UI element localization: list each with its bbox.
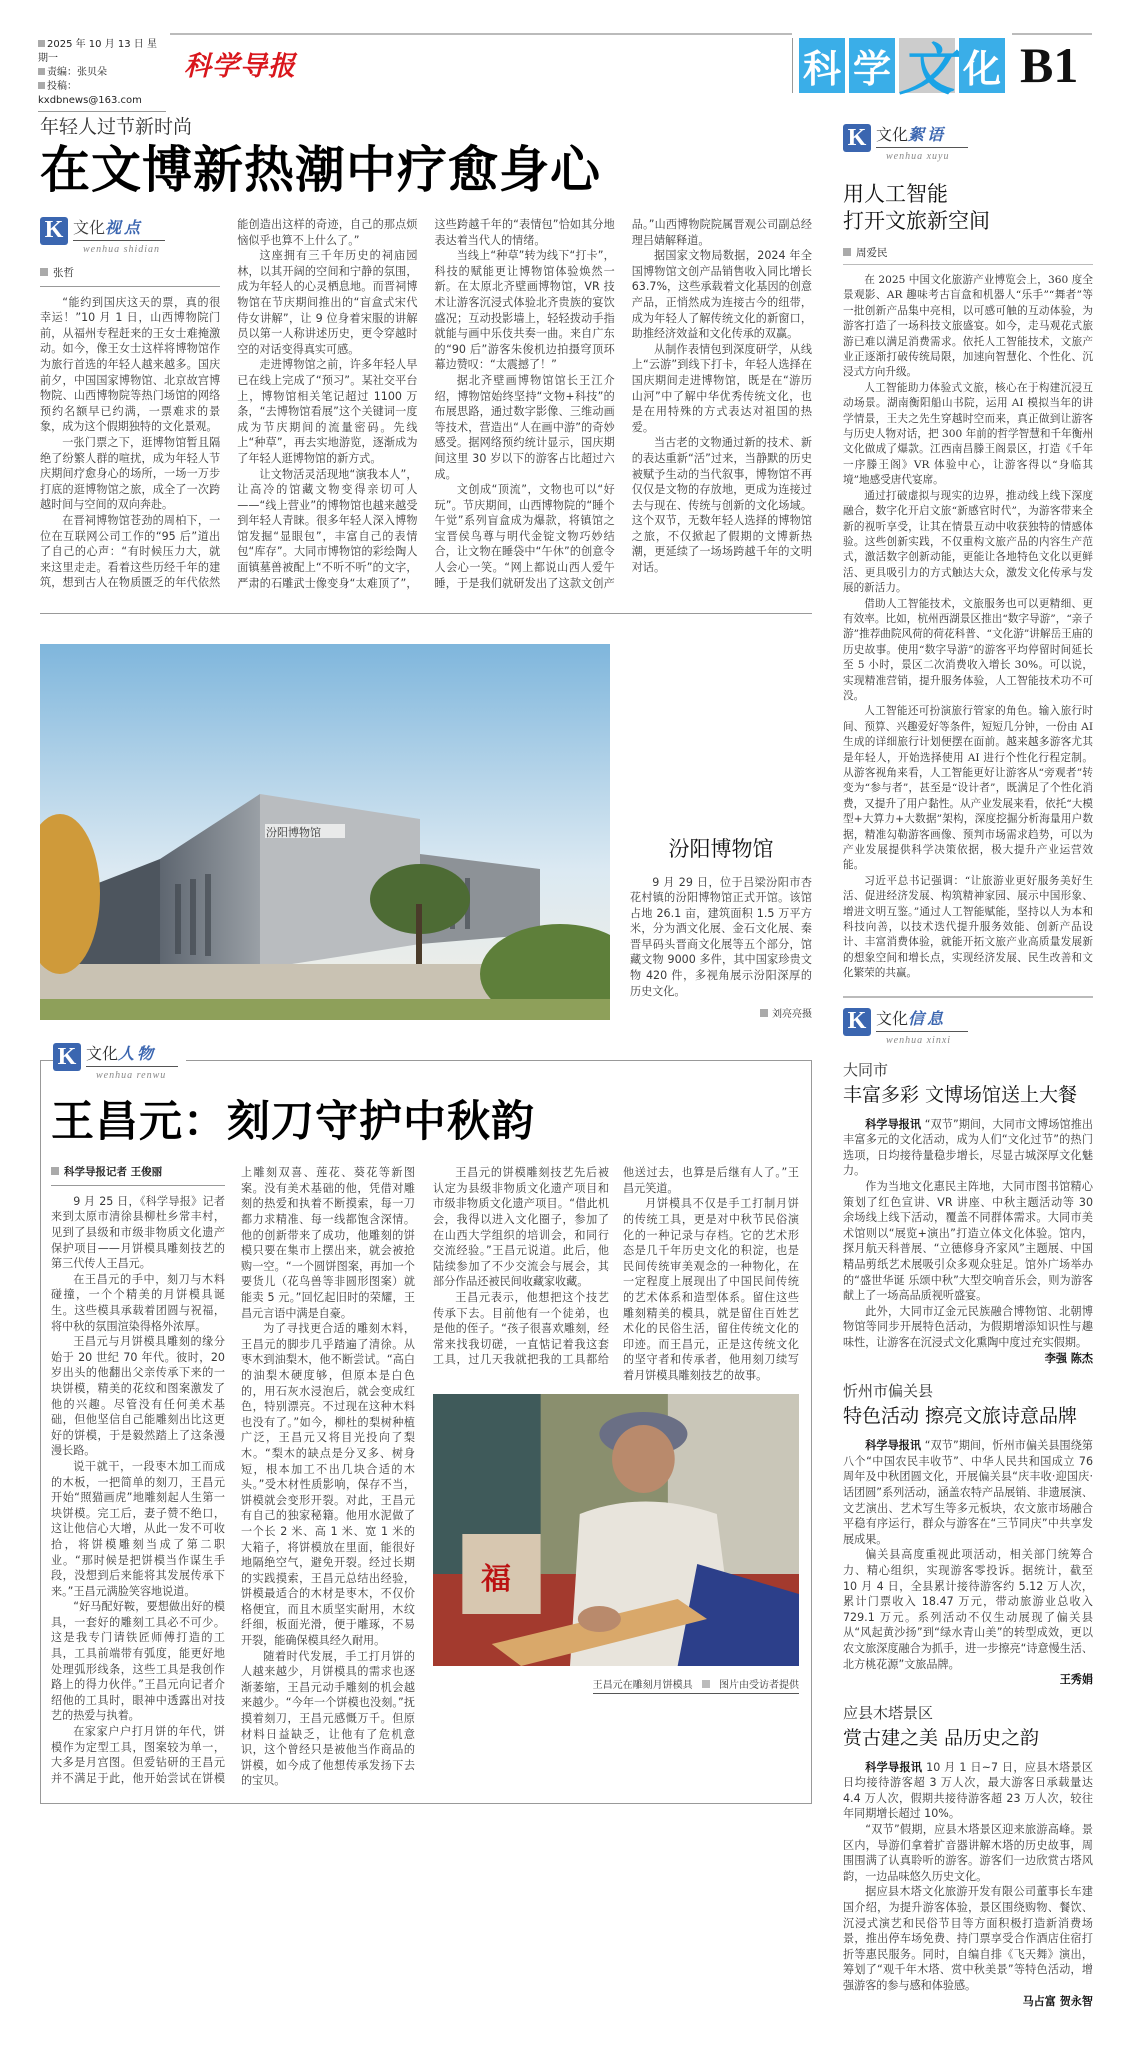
news-location: 忻州市偏关县 [843,1382,934,1401]
byline: 周爱民 [843,245,1093,265]
paragraph [843,1547,1093,1672]
page-number: B1 [1020,37,1079,93]
side-column [843,112,1093,2023]
divider [843,996,1093,998]
tag-pinyin: wenhua xinxi [886,1034,952,1046]
byline: 张哲 [40,266,220,287]
news-lead: 科学导报讯 [865,1760,923,1774]
paragraph: 在家家户户打月饼的年代，饼模作为定型工具，图案较为单一，大多是月宫图。但爱钻研的王昌元并不满足于此，他开始尝试在饼模上雕刻双喜、莲花、葵花等新图案。没有美术基础的他，凭借对雕刻的热爱和执着不断摸索，每一刀都力求精准、每一线都饱含深情。他的创新带来了成功，他雕刻的饼模只要在集市上摆出来，就会被抢购一空。“一个圆饼图案，再加一个要货儿（花鸟兽等非圆形图案）就能卖 5 元。”回忆起旧时的荣耀，王昌元言语中满是自豪。 [51,1166,415,1785]
k-logo-icon: K [843,124,871,152]
newspaper-logo: 科学导报 [184,51,296,82]
credit-text: 刘亮亮摄 [772,1009,812,1021]
paragraph [843,1179,1093,1304]
k-logo-icon: K [843,1008,871,1036]
lead-article-body [40,217,812,591]
submission-email: 投稿：kxdbnews@163.com [38,80,166,108]
fu-mark: 福 [481,1561,511,1597]
paragraph: 人工智能还可扮演旅行管家的角色。输入旅行时间、预算、兴趣爱好等条件，短短几分钟，一份由 AI 生成的详细旅行计划便摆在面前。越来越多游客尤其是年轻人，开始选择使用 AI 进行个性化行程定制。从游客视角来看，人工智能更好让游客从“旁观者”转变为“参与者”，甚至是“设计者”，既满足了个性化消费，又提升了用户黏性。从产业发展来看，依托“大模型+大算力+大数据”架构，深度挖掘分析海量用户数据，精准勾勒游客画像、预判市场需求趋势，可以为产业发展提供科学决策依据，极大提升产业运营效能。 [843,705,1093,872]
paragraph: 为了寻找更合适的雕刻木料，王昌元的脚步几乎踏遍了清徐。从枣木到油梨木，他不断尝试。“高白的油梨木硬度够，但原本是白色的，用石灰水浸泡后，就会变成红色，特别漂亮。不过现在这种木料也没有了。”如今，柳杜的梨树种植广泛，王昌元又将目光投向了梨木。“梨木的缺点是分叉多、树身短，根本加工不出几块合适的木头。”受木材性质影响，保存不当，饼模就会变形开裂。对此，王昌元有自己的独家秘籍。他用水泥做了一个长 2 米、高 1 米、宽 1 米的大箱子，将饼模放在里面，能很好地隔绝空气，避免开裂。经过长期的实践摸索，王昌元总结出经验，饼模最适合的木材是枣木，不仅价格便宜，而且木质坚实耐用，木纹纤细，板面光滑，便于雕琢，不易开裂，能确保模具经久耐用。 [241,1322,415,1648]
photo-caption [433,1676,799,1691]
photo-credit [630,1005,812,1020]
tag-label-accent: 人物 [118,1044,157,1064]
profile-right [433,1165,799,1690]
news-signature: 李强 陈杰 [1044,1351,1093,1365]
paragraphs [843,273,1093,982]
paragraph: 据国家文物局数据，2024 年全国博物馆文创产品销售收入同比增长 63.7%，这些承载着文化基因的创意产品，正悄然成为连接古今的纽带，成为年轻人了解传统文化的新窗口，助推经济效益和文化传承的双赢。 [631,249,812,341]
profile-body-left [51,1165,415,1789]
paragraph: 人工智能助力体验式文旅，核心在于构建沉浸互动场景。湖南衡阳船山书院，运用 AI 模拟当年的讲学情景，王夫之先生穿越时空而来，真正做到让游客与历史人物对话，把 300 年前的哲学智慧和千年衡州文化做成了爆款。江西南昌滕王阁景区，打造《千年一序滕王阁》VR 体验中心，让游客得以“身临其境”地感受唐代宴席。 [843,381,1093,487]
masthead-char: 科 [799,38,845,93]
news-item [843,1059,1093,1367]
news-location: 大同市 [843,1060,889,1079]
tag-label: 文化 [876,125,909,144]
news-item [843,1702,1093,2010]
lead-kicker: 年轻人过节新时尚 [40,116,193,138]
paragraph: 说干就干，一段枣木加工而成的木板，一把简单的刻刀，王昌元开始“照猫画虎”地雕刻起人生第一块饼模。完工后，妻子赞不绝口，这让他信心大增，从此一发不可收拾，将饼模雕刻当成了第二职业。“那时候是把饼模当作谋生手段，没想到后来能将其发展传承下来。”王昌元满脸笑容地说道。 [51,1459,225,1598]
paragraph: 王昌元与月饼模具雕刻的缘分始于 20 世纪 70 年代。彼时，20 岁出头的他翻出父亲传承下来的一块饼模，精美的花纹和图案激发了他的兴趣。尽管没有任何美术基础，但他坚信自己能雕刻出比这更好的饼模，于是毅然踏上了这条漫漫长路。 [51,1335,225,1458]
paragraph: 从制作表情包到深度研学，从线上“云游”到线下打卡，年轻人选择在国庆期间走进博物馆，既是在“游历山河”中了解中华优秀传统文化，也是在用特殊的方式表达对祖国的热爱。 [631,342,812,434]
commentary-title-2: 打开文旅新空间 [843,209,990,233]
paragraph-text: 偏关县高度重视此项活动，相关部门统筹合力、精心组织，实现游客零投诉。据统计，截至 10 月 4 日，全县累计接待游客约 5.12 万人次，累计门票收入 18.47 万元，带动旅游业总收入 729.1 万元。系列活动不仅生动展现了偏关县从“风起黄沙扬”到“绿水青山美”的转型成效，更以农文旅深度融合为抓手，进一步擦亮“诗意慢生活、北方桃花源”文旅品牌。 [843,1548,1093,1671]
paragraph: 当古老的文物通过新的技术、新的表达重新“活”过来，当静默的历史被赋予生动的当代叙事，博物馆不再仅仅是文物的存放地，更成为连接过去与现在、传统与创新的文化场域。这个双节，无数年轻人选择的博物馆之旅，不仅掀起了假期的文博新热潮，更延续了一场场跨越千年的文明对话。 [631,436,812,575]
paragraph: 9 月 25 日，《科学导报》记者来到太原市清徐县柳杜乡常丰村，见到了县级和市级非物质文化遗产保护项目——月饼模具雕刻技艺的第三代传人王昌元。 [51,1194,225,1271]
paragraph: 王昌元表示，他想把这个技艺传承下去。目前他有一个徒弟，也是他的侄子。“孩子很喜欢雕刻，经常来找我切磋，一直惦记着我这套工具，过几天我就把我的工具都给他送过去，也算是后继有人了。”王昌元笑道。 [433,1166,799,1367]
byline: 科学导报记者 王俊丽 [51,1165,225,1186]
credit-text: 图片由受访者提供 [719,1679,799,1691]
profile-frame [40,1043,812,1804]
paragraph: 借助人工智能技术，文旅服务也可以更精细、更有效率。比如，杭州西湖景区推出“数字导游”，“亲子游”推荐曲院风荷的荷花科普、“文化游”讲解岳王庙的历史故事。使用“数字导游”的游客平均停留时间延长至 5 小时，景区二次消费收入增长 30%。可以说，实现精准营销，提升服务体验，人工智能技术功不可没。 [843,597,1093,702]
museum-sign: 汾阳博物馆 [266,826,321,840]
museum-photo-title: 汾阳博物馆 [668,836,774,861]
commentary-title-1: 用人工智能 [843,182,948,206]
paragraph-text: “双节”期间，忻州市偏关县围绕第八个“中国农民丰收节”、中华人民共和国成立 76 周年及中秋团圆文化，开展偏关县“庆丰收·迎国庆·话团圆”系列活动，涵盖农特产品展销、非遗展演、文艺演出、艺术写生等多元板块，农文旅市场融合平稳有序运行，群众与游客在“三节同庆”中共享发展成果。 [843,1439,1093,1546]
paragraph [843,1304,1093,1351]
paragraph-text: 10 月 1 日~7 日，应县木塔景区日均接待游客超 3 万人次，最大游客日承载量达 4.4 万人次，假期共接待游客超 23 万人次，较往年同期增长超过 10%。 [843,1760,1093,1821]
news-title: 赏古建之美 品历史之韵 [843,1726,1040,1749]
news-lead: 科学导报讯 [865,1117,922,1131]
paragraph-text: 作为当地文化惠民主阵地，大同市图书馆精心策划了红色宣讲、VR 讲座、中秋主题活动等 30 余场线上线下活动，覆盖不同群体需求。大同市美术馆则以“展览+演出”打造立体文化体验。馆内，探月航天科普展、“立德修身齐家风”主题展、中国精品剪纸艺术展吸引众多观众驻足。馆外广场举办的“盛世华诞 乐颂中秋”大型交响音乐会，则为游客献上了一场高品质视听盛宴。 [843,1180,1093,1303]
paragraph [843,1117,1093,1179]
credit-bullet [760,1009,768,1017]
issue-date: 2025 年 10 月 13 日 星期一 [38,38,166,66]
paragraph: 据北齐壁画博物馆馆长王江介绍，博物馆始终坚持“文物+科技”的布展思路，通过数字影像、三维动画等技术，营造出“人在画中游”的奇妙感受。据网络预约统计显示，国庆期间这里 30 岁以下的游客占比超过六成。 [434,373,615,481]
caption-bullet [702,1680,710,1688]
paragraph: 这座拥有三千年历史的祠庙园林，以其开阔的空间和宁静的氛围，成为年轻人的心灵栖息地。而晋祠博物馆在节庆期间推出的“盲盒式宋代侍女讲解”，让 9 位身着宋服的讲解员以第一人称讲述历史，更令穿越时空的对话变得真实可感。 [237,249,418,356]
museum-caption [630,875,812,1000]
tag-label-accent: 信息 [908,1008,947,1028]
caption-text: 9 月 29 日，位于吕梁汾阳市杏花村镇的汾阳博物馆正式开馆。该馆占地 26.1 亩，建筑面积 1.5 万平方米，分为酒文化展、金石文化展、秦晋早码头晋商文化展等五个部分，馆藏文物 9000 多件，其中国家珍贵文物 420 件，多视角展示汾阳深厚的历史文化。 [630,875,812,998]
divider [40,613,812,614]
paragraph: “能约到国庆这天的票，真的很幸运！”10 月 1 日，山西博物院门前，从福州专程赶来的王女士难掩激动。如今，像王女士这样将博物馆作为旅行首选的年轻人越来越多。国庆前夕，中国国家博物馆、北京故宫博物院、山西博物院等热门场馆的网络预约名额早已约满，一票难求的景象，成为这个假期独特的文化景观。 [40,295,221,434]
tag-pinyin: wenhua renwu [96,1070,167,1082]
tag-label: 文化 [73,218,106,237]
k-logo-icon: K [53,1043,81,1071]
news-location: 应县木塔景区 [843,1703,934,1722]
editor: 责编：张贝朵 [38,66,166,80]
news-briefs [843,1008,1093,2010]
news-list [843,1059,1093,2010]
paragraph: 习近平总书记强调：“让旅游业更好服务美好生活、促进经济发展、构筑精神家园、展示中国形象、增进文明互鉴。”通过人工智能赋能，坚持以人为本和科技向善，以技术迭代提升服务效能、创新产品设计、丰富消费体验，就能开拓文旅产业高质量发展新的想象空间和增长点，实现经济发展、民生改善和文化繁荣的共赢。 [843,874,1093,980]
news-title: 特色活动 擦亮文旅诗意品牌 [843,1405,1078,1428]
news-lead: 科学导报讯 [865,1439,922,1453]
paragraph: 在 2025 中国文化旅游产业博览会上，360 度全景观影、AR 趣味考古盲盒和机器人“乐手”“舞者”等一批创新产品集中亮相，以可感可触的互动体验，为游客打造了一场科技文旅盛宴。如今，走马观花式旅游已难以满足消费需求。依托人工智能技术，文旅产业正逐渐打破传统局限，加速向智慧化、个性化、沉浸式方向升级。 [843,274,1093,379]
profile-body-right [433,1165,799,1383]
museum-photo [40,644,610,1020]
museum-caption-block [630,833,812,1021]
tag-label: 文化 [86,1044,119,1064]
lead-headline: 在文博新热潮中疗愈身心 [40,141,601,199]
main-column [40,112,812,1804]
news-signature: 马占富 贺永智 [1022,1994,1093,2008]
news-title: 丰富多彩 文博场馆送上大餐 [843,1083,1078,1106]
section-tag [53,1043,186,1082]
masthead-char: 学 [849,38,895,93]
commentary [843,124,1093,982]
paragraph-text: 据应县木塔文化旅游开发有限公司董事长车建国介绍，为提升游客体验，景区围绕购物、餐饮、沉浸式演艺和民俗节目等方面积极打造新消费场景，推出停车场免费、持门票享受合作酒店住宿打折等惠民服务。同时，自编自排《飞天舞》演出，筹划了“观千年木塔、赏中秋美景”等特色活动，增强游客的参与感和体验感。 [843,1885,1093,1992]
k-logo-icon: K [40,217,68,245]
paragraph: 随着时代发展，手工打月饼的人越来越少，月饼模具的需求也逐渐萎缩，王昌元动手雕刻的机会越来越少。“今年一个饼模也没刻。”抚摸着刻刀，王昌元感慨万千。但原材料日益缺乏，让他有了危机意识，这个曾经只是被他当作商品的饼模，如今成了他想传承发扬下去的宝贝。 [241,1649,415,1788]
paragraph: 通过打破虚拟与现实的边界，推动线上线下深度融合，数字化开启文旅“新感官时代”，为游客带来全新的视听享受，让其在情景互动中收获独特的情感体验。这些创新实践，不仅重构文旅产品的内容生产范式，激活数字创新动能，更能让各地特色文化以更鲜活、更具吸引力的方式触达大众，激发文化传承与发展的新活力。 [843,489,1093,595]
paragraph [843,1822,1093,1884]
caption-text: 王昌元在雕刻月饼模具 [592,1679,693,1691]
paragraph: 一张门票之下，逛博物馆暂且隔绝了纷繁人群的喧扰，成为年轻人节庆期间疗愈身心的场所，一场一万步打底的逛博物馆之旅，成全了一次跨越时间与空间的双向奔赴。 [40,435,221,512]
section-tag [843,1008,1093,1047]
paragraph-text: 此外，大同市辽金元民族融合博物馆、北朝博物馆等同步开展特色活动，为假期增添知识性与趣味性，让游客在沉浸式文化熏陶中度过充实假期。 [843,1304,1093,1349]
museum-photo-row [40,644,812,1020]
masthead-char: 文 [899,36,955,103]
paragraphs [51,1165,415,1789]
tag-label: 文化 [876,1008,909,1028]
paragraph: 让文物活灵活现地“演我本人”，让高冷的馆藏文物变得亲切可人——“线上营业”的博物馆也越来越受到年轻人青睐。很多年轻人深入博物馆发掘“显眼包”，丰富自己的表情包“库存”。大同市博物馆的彩绘陶人面镇墓兽被配上“不听不听”的文字，严肃的石雕武士像变身“太难顶了”，这些跨越千年的“表情包”恰如其分地表达着当代人的情绪。 [237,218,615,590]
paragraph: 王昌元的饼模雕刻技艺先后被认定为县级非物质文化遗产项目和市级非物质文化遗产项目。“借此机会，我得以进入文化圈子，参加了在山西大学组织的培训会，和同行交流经验。”王昌元说道。此后，他陆续参加了不少交流会与展会，其部分作品还被民间收藏家收藏。 [433,1166,609,1289]
tag-pinyin: wenhua xuyu [886,151,950,162]
paragraph: 月饼模具不仅是手工打制月饼的传统工具，更是对中秋节民俗演化的一种记录与存档。它的艺术形态是几千年历史文化的积淀，也是民间传统审美观念的一种物化，在一定程度上展现出了中国民间传统的艺术体系和造型体系。留住这些雕刻精美的模具，就是留住百姓艺术化的民俗生活，留住传统文化的印迹。而王昌元，正是这传统文化的坚守者和传承者，他用刻刀续写着月饼模具雕刻技艺的故事。 [623,1197,799,1382]
news-item [843,1380,1093,1688]
paragraph [843,1438,1093,1547]
paragraph-text: “双节”假期，应县木塔景区迎来旅游高峰。景区内，导游们拿着扩音器讲解木塔的历史故事，周围围满了认真聆听的游客。游客们一边欣赏古塔风韵，一边品味悠久历史文化。 [843,1823,1093,1883]
paragraph: 在晋祠博物馆苍劲的周柏下，一位在互联网公司工作的“95 后”道出了自己的心声：“有时候压力大，就来这里走走。看着这些历经千年的建筑，想到古人在物质匮乏的年代依然能创造出这样的奇迹，自己的那点烦恼似乎也算不上什么了。” [40,218,418,590]
paragraphs [433,1165,799,1383]
paragraph [843,1760,1093,1822]
tag-label-accent: 絮语 [908,125,947,144]
paragraph: “好马配好鞍，要想做出好的模具，一套好的雕刻工具必不可少。这是我专门请铁匠师傅打造的工具，工具前端带有弧度，能更好地处理弧形线条，这些工具是我创作路上的得力伙伴。”王昌元向记者介绍他的工具时，眼神中透露出对技艺的热爱与执着。 [51,1600,225,1723]
tag-label-accent: 视点 [105,218,144,237]
paragraph [843,1884,1093,1993]
masthead-char: 化 [959,38,1005,93]
paragraph: 在王昌元的手中，刻刀与木料碰撞，一个个精美的月饼模具诞生。这些模具承载着团圆与祝福，将中秋的氛围渲染得格外浓厚。 [51,1272,225,1333]
paragraph: 文创成“顶流”，文物也可以“好玩”。节庆期间，山西博物院的“睡个午觉”系列盲盒成为爆款，将镇馆之宝晋侯鸟尊与明代金锭文物巧妙结合，让文物在睡袋中“午休”的创意令人会心一笑。“网上都说山西人爱午睡，于是我们就研发出了这款文创产品。”山西博物院院属晋观公司副总经理吕婧解释道。 [434,218,812,590]
paragraph: 走进博物馆之前，许多年轻人早已在线上完成了“预习”。某社交平台上，博物馆相关笔记超过 1100 万条，“去博物馆看展”这个关键词一度成为节庆期间的流量密码。先线上“种草”，再去实地游览，逐渐成为了年轻人逛博物馆的新方式。 [237,358,418,465]
paragraph: 当线上“种草”转为线下“打卡”，科技的赋能更让博物馆体验焕然一新。在太原北齐壁画博物馆，VR 技术让游客沉浸式体验北齐贵族的宴饮盛况；互动投影墙上，轻轻拨动手指就能与画中乐伎共奏一曲。来自广东的“90 后”游客朱俊机边拍摄穹顶环幕边赞叹：“太震撼了！” [434,249,615,372]
profile-columns [51,1165,811,1789]
craftsman-photo [433,1394,799,1666]
profile-headline: 王昌元：刻刀守护中秋韵 [51,1097,535,1148]
tag-pinyin: wenhua shidian [83,244,161,255]
section-tag [843,124,1093,163]
section-tag [40,217,220,256]
paragraph-text: “双节”期间，大同市文博场馆推出丰富多元的文化活动，成为人们“文化过节”的热门选项，日均接待量稳步增长，尽显古城深厚文化魅力。 [843,1117,1093,1178]
news-signature: 王秀娟 [1059,1673,1093,1687]
